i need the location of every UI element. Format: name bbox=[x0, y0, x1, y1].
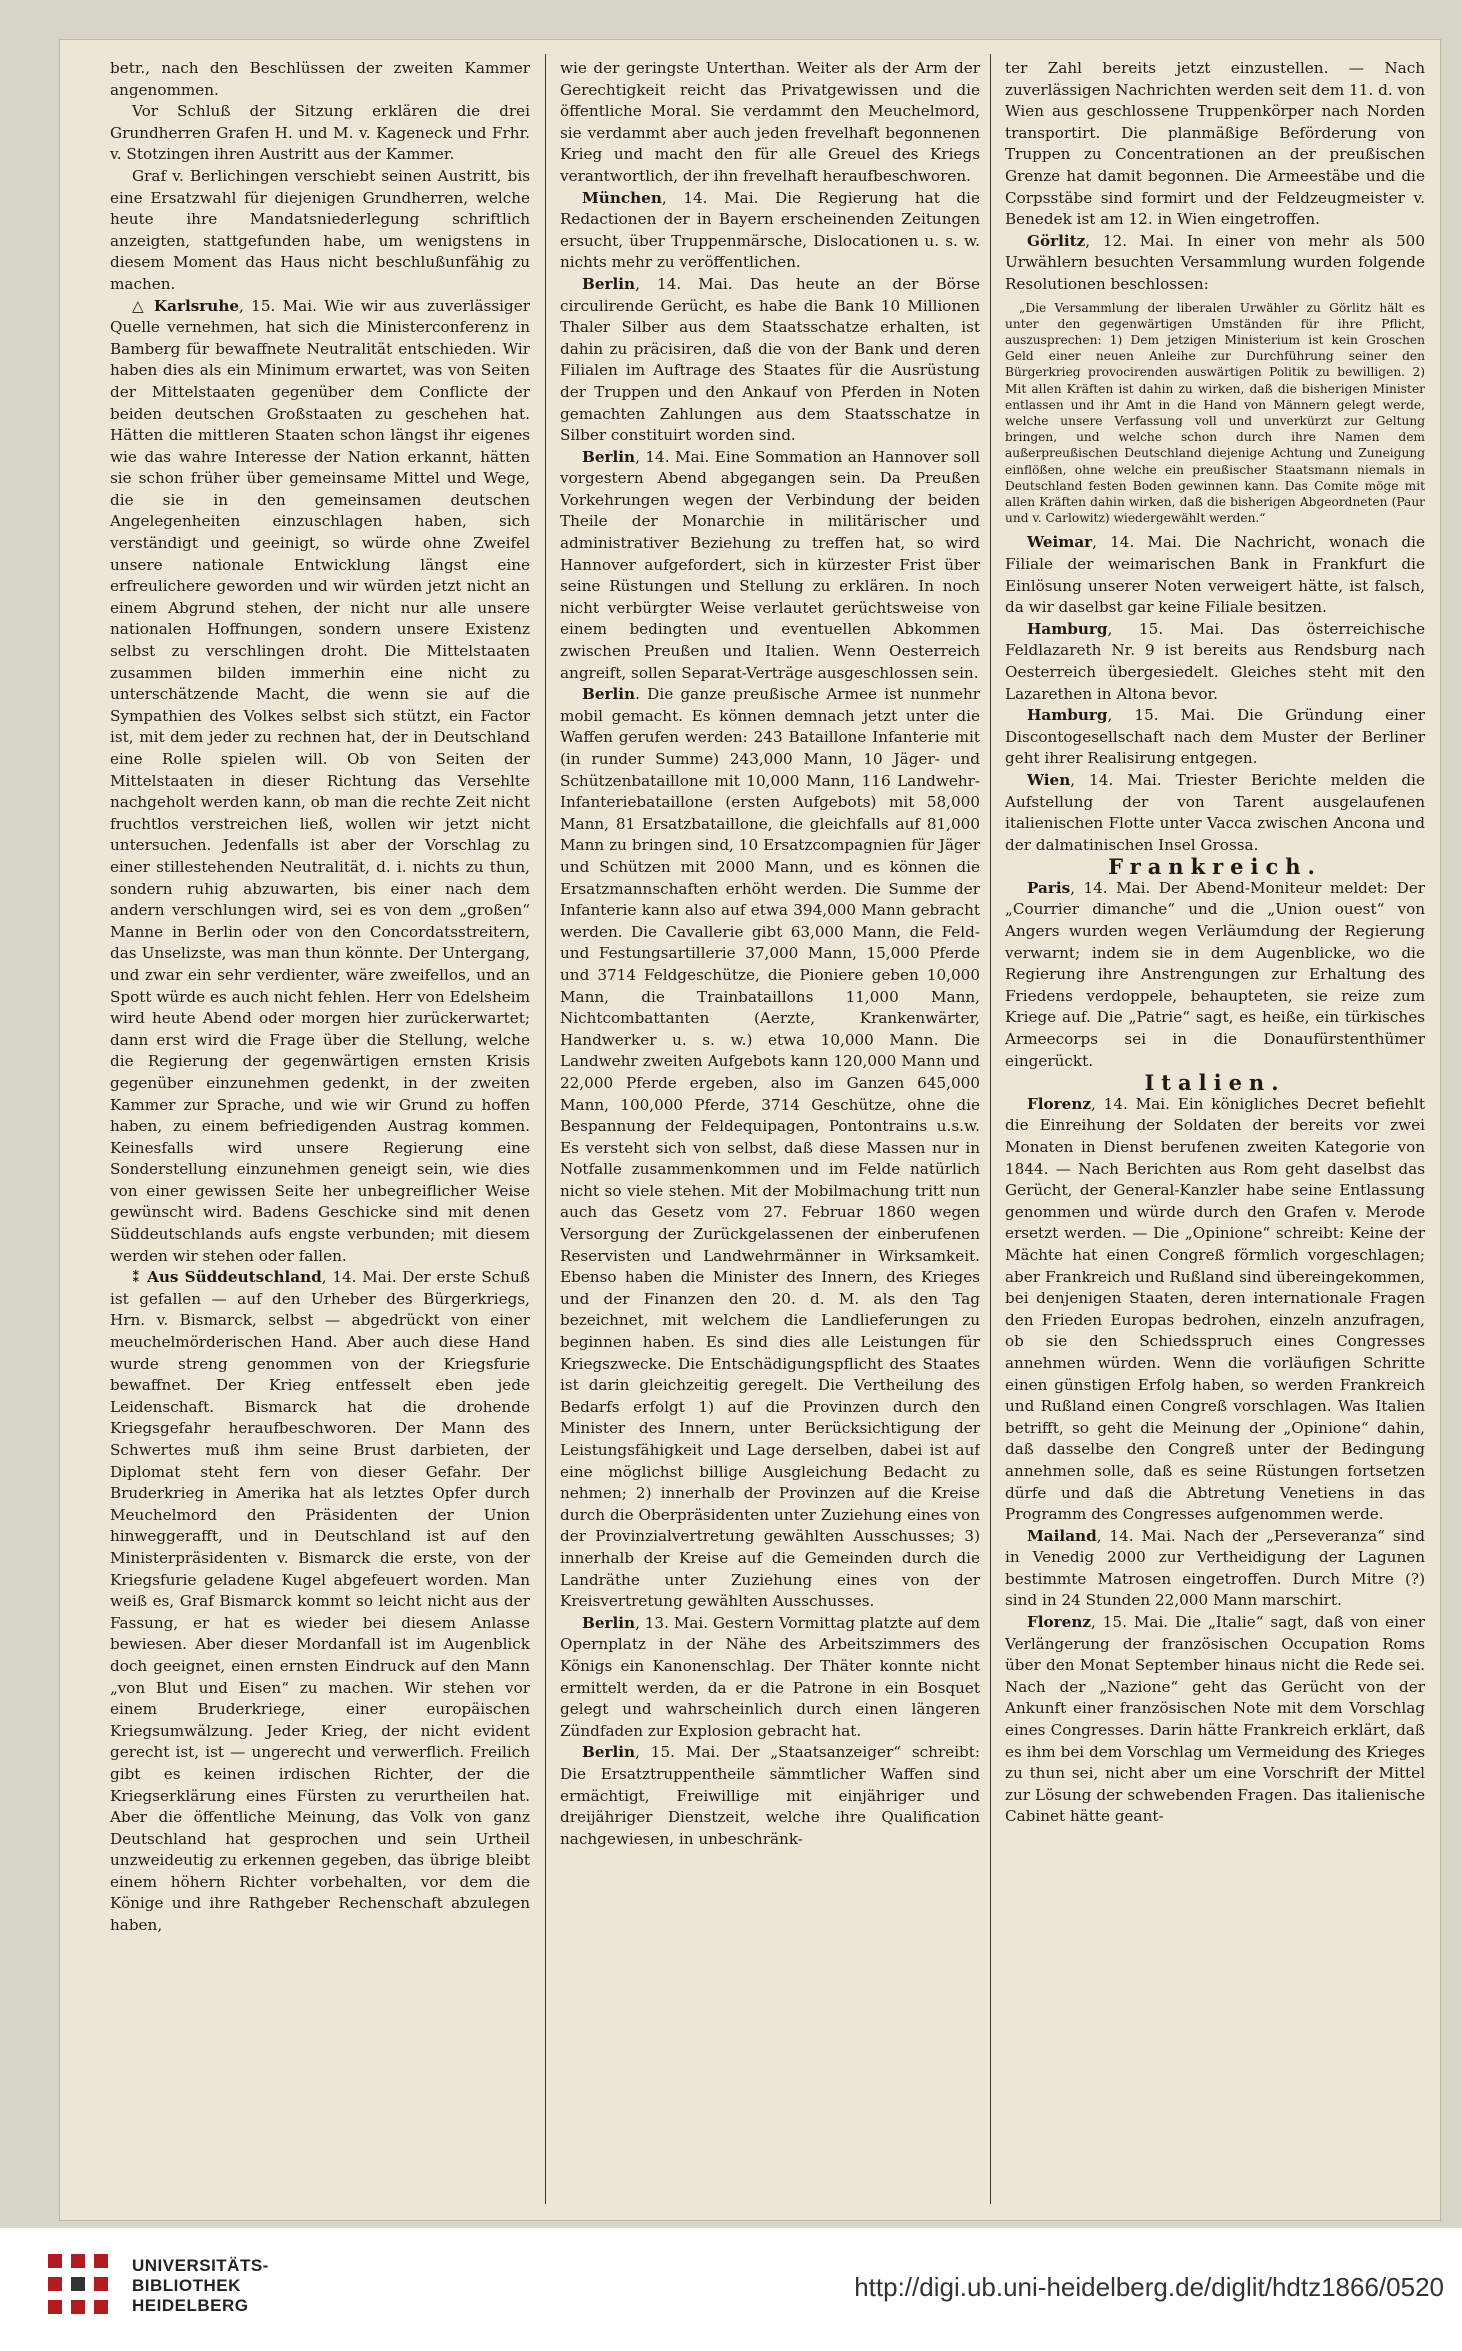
article bbox=[110, 1267, 530, 1936]
article-text: ter Zahl bereits jetzt einzustellen. — Nach zuverlässigen Nachrichten werden seit dem 11. d. von Wien aus geschlossene Truppenkörper nach Norden transportirt. Die planmäßige Beförderung von Truppen zu Concentrationen an der preußischen Grenze hat damit begonnen. Die Armeestäbe und die Corpsstäbe sind formirt und der Feldzeugmeister v. Benedek ist am 12. in Wien eingetroffen. bbox=[1005, 59, 1425, 229]
article bbox=[1005, 532, 1425, 618]
article bbox=[560, 447, 980, 685]
library-name-line: BIBLIOTHEK bbox=[132, 2276, 241, 2295]
article bbox=[1005, 1526, 1425, 1612]
article-text: Graf v. Berlichingen verschiebt seinen Austritt, bis eine Ersatzwahl für diejenigen Grundherren, welche heute ihre Mandatsniederlegung schriftlich anzeigten, stattgefunden habe, um wenigstens in diesem Moment das Haus nicht beschlußunfähig zu machen. bbox=[110, 166, 530, 293]
library-name-line: UNIVERSITÄTS- bbox=[132, 2256, 269, 2275]
article-text: . Die ganze preußische Armee ist nunmehr mobil gemacht. Es können demnach jetzt unter die Waffen gerufen werden: 243 Bataillone Infanterie mit (in runder Summe) 243,000 Mann, 10 Jäger- und Schützenbataillone mit 10,000 Mann, 116 Landwehr-Infanteriebataillone (ersten Aufgebots) mit 58,000 Mann, 81 Ersatzbataillone, die gleichfalls auf 81,000 Mann zu bringen sind, 10 Ersatzcompagnien für Jäger und Schützen mit 2000 Mann, und es können die Ersatzmannschaften erhöht werden. Die Summe der Infanterie kann also auf etwa 394,000 Mann gebracht werden. Die Cavallerie gibt 63,000 Mann, die Feld- und Festungsartillerie 37,000 Mann, 15,000 Pferde und 3714 Feldgeschütze, die Pioniere geben 10,000 Mann, die Trainbataillons 11,000 Mann, Nichtcombattanten (Aerzte, Krankenwärter, Handwerker u. s. w.) etwa 10,000 Mann. Die Landwehr zweiten Aufgebots kann 120,000 Mann und 22,000 Pferde ergeben, also im Ganzen 645,000 Mann, 100,000 Pferde, 3714 Geschütze, ohne die Bespannung der Feldequipagen, Pontontrains u.s.w. Es versteht sich von selbst, daß diese Massen nur in Notfalle zusammenkommen und im Felde natürlich nicht so viele stehen. Mit der Mobilmachung tritt nun auch das Gesetz vom 27. Februar 1860 wegen Versorgung der Zurückgelassenen der einberufenen Reservisten und Landwehrmänner in Wirksamkeit. Ebenso haben die Minister des Innern, des Krieges und der Finanzen den 20. d. M. als den Tag bezeichnet, mit welchem die Landlieferungen zu beginnen haben. Es sind dies alle Leistungen für Kriegszwecke. Die Entschädigungspflicht des Staates ist darin gleichzeitig geregelt. Die Vertheilung des Bedarfs erfolgt 1) auf die Provinzen durch den Minister des Innern, unter Berücksichtigung der Leistungsfähigkeit und Lage derselben, dabei ist auf eine möglichst billige Ausgleichung Bedacht zu nehmen; 2) innerhalb der Provinzen auf die Kreise durch die Oberpräsidenten unter Zuziehung eines von der Provinzialvertretung gewählten Ausschusses; 3) innerhalb der Kreise auf die Gemeinden durch die Landräthe unter Zuziehung eines von der Kreisvertretung gewählten Ausschusses. bbox=[560, 685, 980, 1611]
digitization-footer bbox=[0, 2228, 1462, 2351]
dateline-place: Mailand bbox=[1027, 1526, 1097, 1545]
article-text: , 15. Mai. Die „Italie“ sagt, daß von einer Verlängerung der französischen Occupation Roms über den Monat September hinaus nicht die Rede sei. Nach der „Nazione“ geht das Gerücht von der Ankunft einer französischen Note mit dem Vorschlag eines Congresses. Darin hätte Frankreich erklärt, daß es ihm bei dem Vorschlag um Vermeidung des Krieges zu thun sei, nicht aber um eine Vorschrift der Mittel zur Lösung der schwebenden Fragen. Das italienische Cabinet hätte geant- bbox=[1005, 1613, 1425, 1826]
dateline-place: △ Karlsruhe bbox=[132, 296, 240, 315]
article bbox=[1005, 231, 1425, 296]
dateline-place: Berlin bbox=[582, 447, 636, 466]
dateline-place: Berlin bbox=[582, 274, 636, 293]
article bbox=[560, 1613, 980, 1743]
section-heading-italy: Italien. bbox=[1144, 1070, 1286, 1096]
text-column-3 bbox=[1005, 58, 1425, 2203]
article bbox=[1005, 705, 1425, 770]
dateline-place: Berlin bbox=[582, 685, 636, 704]
article-text: wie der geringste Unterthan. Weiter als der Arm der Gerechtigkeit reicht das Privatgewissen und die öffentliche Moral. Sie verdammt den Meuchelmord, sie verdammt aber auch jeden frevelhaft begonnenen Krieg und macht den für alle Greuel des Kriegs verantwortlich, der ihn frevelhaft heraufbeschworen. bbox=[560, 59, 980, 185]
dateline-place: Hamburg bbox=[1027, 706, 1108, 725]
resolution-text: „Die Versammlung der liberalen Urwähler zu Görlitz hält es unter den gegenwärtigen Umständen für ihre Pflicht, auszusprechen: 1) Dem jetzigen Ministerium ist kein Groschen Geld einer neuen Anleihe zur Durchführung seiner den Bürgerkrieg provocirenden auswärtigen Politik zu bewilligen. 2) Mit allen Kräften ist dahin zu wirken, daß die bisherigen Minister entlassen und ihr Amt in die Hand von Männern gelegt werde, welche unsere Verfassung voll und unverkürzt zur Geltung bringen, und welche schon durch ihre Namen dem außerpreußischen Deutschland diejenige Achtung und Zuneigung einflößen, ohne welche ein preußischer Staatsmann niemals in Deutschland festen Boden gewinnen kann. Das Comite möge mit allen Kräften dahin wirken, daß die bisherigen Abgeordneten (Paur und v. Carlowitz) wiedergewählt werden.“ bbox=[1005, 300, 1425, 526]
article-text: , 12. Mai. In einer von mehr als 500 Urwählern besuchten Versammlung wurden folgende Resolutionen beschlossen: bbox=[1005, 231, 1425, 293]
dateline-place: Weimar bbox=[1027, 533, 1093, 552]
dateline-place: Florenz bbox=[1027, 1094, 1092, 1113]
article bbox=[560, 684, 980, 1613]
library-name bbox=[132, 2256, 269, 2316]
resolution-quote bbox=[1005, 300, 1425, 527]
article bbox=[1005, 1612, 1425, 1828]
dateline-place: Berlin bbox=[582, 1743, 636, 1762]
dateline-place: ⁑ Aus Süddeutschland bbox=[132, 1268, 322, 1287]
library-logo-icon bbox=[36, 2242, 120, 2326]
article-text: , 14. Mai. Ein königliches Decret befiehlt die Einreihung der Soldaten der bereits vor zwei Monaten in Dienst berufenen zweiten Kategorie von 1844. — Nach Berichten aus Rom geht daselbst das Gerücht, der General-Kanzler habe seine Entlassung genommen und würde durch den Grafen v. Merode ersetzt werden. — Die „Opinione“ schreibt: Keine der Mächte hat einen Congreß förmlich vorgeschlagen; aber Frankreich und Rußland sind übereingekommen, bei denjenigen Staaten, deren internationale Fragen den Frieden Europas bedrohen, einzeln anzufragen, ob sie den Schiedsspruch eines Congresses annehmen würden. Wenn die vorläufigen Schritte einen günstigen Erfolg haben, so werden Frankreich und Rußland einen Congreß vorschlagen. Was Italien betrifft, so geht die Meinung der „Opinione“ dahin, daß dasselbe den Congreß unter der Bedingung annehmen solle, daß es seine Rüstungen fortsetzen dürfe und daß die Abtretung Venetiens in das Programm des Congresses aufgenommen werde. bbox=[1005, 1094, 1425, 1524]
article-text: , 15. Mai. Wie wir aus zuverlässiger Quelle vernehmen, hat sich die Ministerconferenz in Bamberg für bewaffnete Neutralität entschieden. Wir haben dies als ein Minimum erwartet, was von Seiten der Mittelstaaten gegenüber dem Conflicte der beiden deutschen Großstaaten zu geschehen hat. Hätten die mittleren Staaten schon längst ihr eigenes wie das wahre Interesse der Nation erkannt, hätten sie schon früher über gemeinsame Mittel und Wege, die sie in den gemeinsamen deutschen Angelegenheiten einzuschlagen haben, sich verständigt und geeinigt, so würde ohne Zweifel unsere nationale Entwicklung längst eine erfreulichere geworden und wir würden jetzt nicht an einem Abgrund stehen, der nicht nur alle unsere nationalen Hoffnungen, sondern unsere Existenz selbst zu verschlingen droht. Die Mittelstaaten zusammen bilden immerhin eine nicht zu unterschätzende Macht, die wenn sie auf die Sympathien des Volkes selbst sich stützt, ein Factor ist, mit dem jeder zu rechnen hat, der in Deutschland eine Rolle spielen will. Ob von Seiten der Mittelstaaten in dieser Richtung das Versehlte nachgeholt werden kann, ob man die rechte Zeit nicht fruchtlos verstreichen ließ, wollen wir jetzt nicht untersuchen. Jedenfalls ist aber der Vorschlag zu einer stillestehenden Neutralität, d. i. nichts zu thun, sondern ruhig abzuwarten, bis einer nach dem andern verschlungen wird, sei es von dem „großen“ Manne in Berlin oder von den Concordatsstreitern, das Unselizste, was man thun könnte. Der Untergang, und zwar ein sehr verdienter, wäre zweifellos, und an Spott würde es auch nicht fehlen. Herr von Edelsheim wird heute Abend oder morgen hier zurückerwartet; dann erst wird die Frage über die Stellung, welche die Regierung der gegenwärtigen ernsten Krisis gegenüber einzunehmen gedenkt, in der zweiten Kammer zur Sprache, und wie wir Grund zu hoffen haben, zu einem befriedigenden Austrag kommen. Keinesfalls wird unsere Regierung eine Sonderstellung einzunehmen geneigt sein, wie dies von einer gewissen Seite her unbegreiflicher Weise gewünscht wird. Badens Geschicke sind mit denen Süddeutschlands aufs engste verbunden; mit diesem werden wir stehen oder fallen. bbox=[110, 296, 530, 1265]
article bbox=[560, 1742, 980, 1850]
article-text: betr., nach den Beschlüssen der zweiten Kammer angenommen. bbox=[110, 59, 530, 99]
dateline-place: Berlin bbox=[582, 1613, 636, 1632]
library-name-line: HEIDELBERG bbox=[132, 2296, 249, 2315]
article bbox=[110, 296, 530, 1268]
dateline-place: Hamburg bbox=[1027, 619, 1108, 638]
article bbox=[1005, 770, 1425, 856]
dateline-place: Wien bbox=[1027, 770, 1071, 789]
article-text: , 14. Mai. Das heute an der Börse circulirende Gerücht, es habe die Bank 10 Millionen Thaler Silber aus dem Staatsschatze erhalten, ist dahin zu präcisiren, daß die von der Bank und deren Filialen im Auftrage des Staates für die Ausrüstung der Truppen und den Ankauf von Pferden in Noten gemachten Zahlungen aus dem Staatsschatze in Silber constituirt worden sind. bbox=[560, 274, 980, 445]
column-rule bbox=[545, 54, 546, 2204]
article-text: , 14. Mai. Die Regierung hat die Redactionen der in Bayern erscheinenden Zeitungen ersucht, über Truppenmärsche, Dislocationen u. s. w. nichts mehr zu veröffentlichen. bbox=[560, 188, 980, 272]
article-text: , 14. Mai. Der erste Schuß ist gefallen — auf den Urheber des Bürgerkriegs, Hrn. v. Bismarck, selbst — abgedrückt von einer meuchelmörderischen Hand. Aber auch diese Hand wurde streng genommen von der Kriegsfurie bewaffnet. Der Krieg entfesselt eben jede Leidenschaft. Bismarck hat die drohende Kriegsgefahr heraufbeschworen. Der Mann des Schwertes muß ihm seine Brust darbieten, der Diplomat steht fern von dieser Gefahr. Der Bruderkrieg in Amerika hat als letztes Opfer durch Meuchelmord den Präsidenten der Union hinweggerafft, und in Deutschland ist auf den Ministerpräsidenten v. Bismarck die erste, von der Kriegsfurie geladene Kugel abgefeuert worden. Man weiß es, Graf Bismarck kommt so leicht nicht aus der Fassung, er hat es wieder bei diesem Anlasse bewiesen. Aber dieser Mordanfall ist im Augenblick doch geeignet, einen ernsten Eindruck auf den Mann „von Blut und Eisen“ zu machen. Wir stehen vor einem Bruderkriege, einer europäischen Kriegsumwälzung. Jeder Krieg, der nicht evident gerecht ist, ist — ungerecht und verwerflich. Freilich gibt es keinen irdischen Richter, der die Kriegserklärung eines Fürsten zu verurtheilen hat. Aber die öffentliche Meinung, das Volk von ganz Deutschland hat gesprochen und sein Urtheil unzweideutig zu erkennen gegeben, das übrige bleibt einem höhern Richter vorbehalten, vor dem die Könige und ihre Rathgeber Rechenschaft abzulegen haben, bbox=[110, 1268, 530, 1935]
source-url-link[interactable]: http://digi.ub.uni-heidelberg.de/diglit/hdtz1866/0520 bbox=[854, 2272, 1444, 2302]
dateline-place: München bbox=[582, 188, 662, 207]
dateline-place: Görlitz bbox=[1027, 231, 1086, 250]
article-text: , 13. Mai. Gestern Vormittag platzte auf dem Opernplatz in der Nähe des Arbeitszimmers des Königs ein Kanonenschlag. Der Thäter konnte nicht ermittelt werden, da er die Patrone in ein Bosquet gelegt und wahrscheinlich durch einen längeren Zündfaden zur Explosion gebracht hat. bbox=[560, 1613, 980, 1740]
article bbox=[1005, 878, 1425, 1072]
article-text: , 14. Mai. Eine Sommation an Hannover soll vorgestern Abend abgegangen sein. Da Preußen Vorkehrungen wegen der Verbindung der beiden Theile der Monarchie in militärischer und administrativer Beziehung zu treffen hat, so wird Hannover aufgefordert, sich in kürzester Frist über seine Rüstungen und Stellung zu erklären. In noch nicht verbürgter Weise verlautet gerüchtsweise von einem bedingten und eventuellen Abkommen zwischen Preußen und Italien. Wenn Oesterreich angreift, sollen Separat-Verträge ausgeschlossen sein. bbox=[560, 447, 980, 682]
article-text: , 15. Mai. Die Gründung einer Discontogesellschaft nach dem Muster der Berliner geht ihrer Realisirung entgegen. bbox=[1005, 706, 1425, 768]
dateline-place: Florenz bbox=[1027, 1613, 1092, 1632]
section-heading-france: Frankreich. bbox=[1108, 854, 1322, 880]
article bbox=[560, 188, 980, 274]
article-text: , 14. Mai. Die Nachricht, wonach die Filiale der weimarischen Bank in Frankfurt die Einlösung unserer Noten verweigert hätte, ist falsch, da wir daselbst gar keine Filiale besitzen. bbox=[1005, 533, 1425, 617]
article bbox=[560, 274, 980, 447]
text-column-2 bbox=[560, 58, 980, 2203]
text-column-1 bbox=[110, 58, 530, 2203]
article bbox=[1005, 619, 1425, 705]
article-text: , 14. Mai. Triester Berichte melden die Aufstellung der von Tarent ausgelaufenen italienischen Flotte unter Vacca zwischen Ancona und der dalmatinischen Insel Grossa. bbox=[1005, 770, 1425, 854]
article-text: Vor Schluß der Sitzung erklären die drei Grundherren Grafen H. und M. v. Kageneck und Frhr. v. Stotzingen ihren Austritt aus der Kammer. bbox=[110, 102, 530, 164]
article-text: , 14. Mai. Nach der „Perseveranza“ sind in Venedig 2000 zur Vertheidigung der Lagunen bestimmte Matrosen eingetroffen. Durch Mitre (?) sind in 24 Stunden 22,000 Mann marschirt. bbox=[1005, 1526, 1425, 1610]
article-text: , 14. Mai. Der Abend-Moniteur meldet: Der „Courrier dimanche“ und die „Union ouest“ von Angers wurden wegen Verläumdung der Regierung verwarnt; indem sie in dem Augenblicke, wo die Regierung ihre Anstrengungen zur Erhaltung des Friedens verdoppele, behaupteten, sie reize zum Kriege auf. Die „Patrie“ sagt, es heiße, ein türkisches Armeecorps sei in die Donaufürstenthümer eingerückt. bbox=[1005, 878, 1425, 1070]
newspaper-page bbox=[60, 40, 1440, 2220]
column-rule bbox=[990, 54, 991, 2204]
dateline-place: Paris bbox=[1027, 878, 1071, 897]
article-text: , 15. Mai. Der „Staatsanzeiger“ schreibt: Die Ersatztruppentheile sämmtlicher Waffen sind ermächtigt, Freiwillige mit einjähriger und dreijähriger Dienstzeit, welche ihre Qualification nachgewiesen, in unbeschränk- bbox=[560, 1743, 980, 1848]
article bbox=[1005, 1094, 1425, 1526]
article-text: , 15. Mai. Das österreichische Feldlazareth Nr. 9 ist bereits aus Rendsburg nach Oesterreich übergesiedelt. Gleiches steht mit den Lazarethen in Altona bevor. bbox=[1005, 619, 1425, 703]
